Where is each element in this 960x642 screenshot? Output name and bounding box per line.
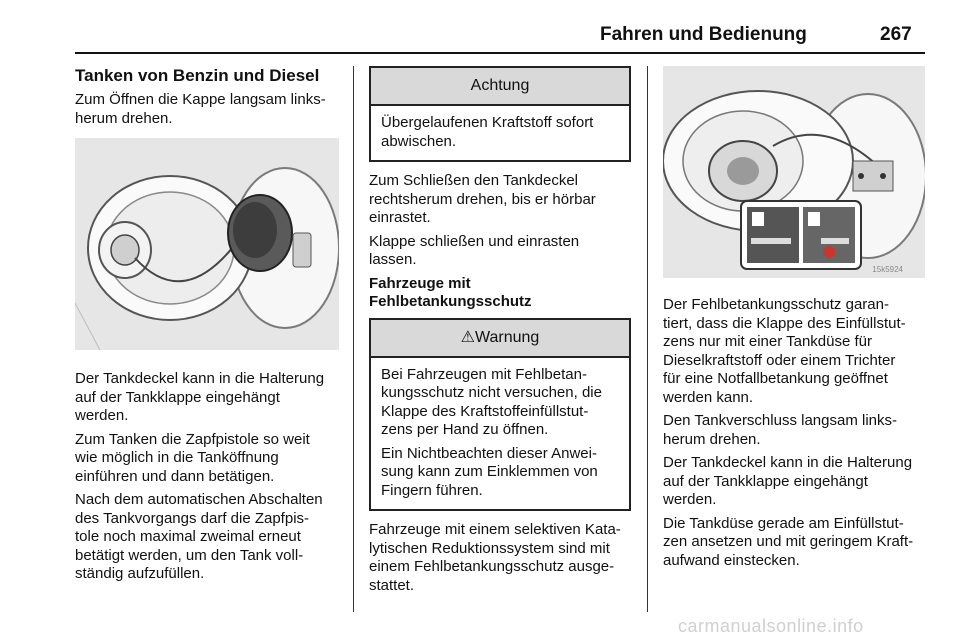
intro-paragraph: Zum Öffnen die Kappe langsam links- herum drehen.: [75, 91, 326, 127]
paragraph: Der Tankdeckel kann in die Halterung auf der Tankklappe eingehängt werden.: [75, 370, 325, 424]
paragraph: Der Fehlbetankungsschutz garan- tiert, dass die Klappe des Einfüllstut- zens nur mit einer Tankdüse für Dieselkraftstoff oder einem Trichter für eine Notfallbetankung geöffnet werden kann.: [663, 296, 906, 406]
column-divider-2: [647, 66, 648, 612]
warning-box: [369, 318, 631, 512]
paragraph: Nach dem automatischen Abschalten des Tankvorgangs darf die Zapfpis- tole noch maximal zweimal erneut betätigt werden, um den Tank voll- ständig aufzufüllen.: [75, 491, 323, 582]
warning-title: Warnung: [475, 328, 540, 346]
column-1: [75, 66, 345, 589]
paragraph: Fahrzeuge mit einem selektiven Kata- lytischen Reduktionssystem sind mit einem Fehlbetankungsschutz ausge- stattet.: [369, 521, 621, 594]
warning-text: Bei Fahrzeugen mit Fehlbetan- kungsschutz nicht versuchen, die Klappe des Kraftstoffeinfüllstut- zens per Hand zu öffnen.: [381, 365, 602, 438]
paragraph: Die Tankdüse gerade am Einfüllstut- zen ansetzen und mit geringem Kraft- aufwand einstecken.: [663, 514, 914, 569]
column-2: [369, 66, 631, 600]
paragraph: Zum Tanken die Zapfpistole so weit wie möglich in die Tanköffnung einführen und dann betätigen.: [75, 430, 310, 485]
header-rule: [75, 52, 925, 54]
page-number: 267: [880, 24, 912, 45]
column-3: [663, 66, 928, 575]
figure-code: 15k5924: [872, 265, 903, 274]
misfuel-protection-figure: [663, 66, 925, 278]
filler-neck-illustration: [663, 66, 925, 278]
warning-header: [371, 320, 629, 358]
warning-icon: ⚠: [460, 328, 475, 346]
fuel-cap-open-figure: [75, 138, 339, 350]
warning-text: Ein Nichtbeachten dieser Anwei- sung kann zum Einklemmen von Fingern führen.: [381, 444, 598, 499]
watermark-url: carmanualsonline.info: [678, 616, 864, 636]
paragraph: Der Tankdeckel kann in die Halterung auf der Tankklappe eingehängt werden.: [663, 454, 913, 508]
paragraph: Klappe schließen und einrasten lassen.: [369, 232, 580, 268]
section-heading: Tanken von Benzin und Diesel: [75, 66, 320, 85]
subheading: Fahrzeuge mit Fehlbetankungsschutz: [369, 274, 532, 310]
fuel-cap-illustration: [75, 138, 339, 350]
section-title: Fahren und Bedienung: [600, 24, 807, 45]
caution-box: [369, 66, 631, 162]
caution-text: Übergelaufenen Kraftstoff sofort abwischen.: [381, 114, 594, 150]
column-divider-1: [353, 66, 354, 612]
paragraph: Zum Schließen den Tankdeckel rechtsherum drehen, bis er hörbar einrastet.: [369, 172, 596, 226]
paragraph: Den Tankverschluss langsam links- herum drehen.: [663, 412, 897, 448]
caution-title: Achtung: [371, 68, 629, 106]
